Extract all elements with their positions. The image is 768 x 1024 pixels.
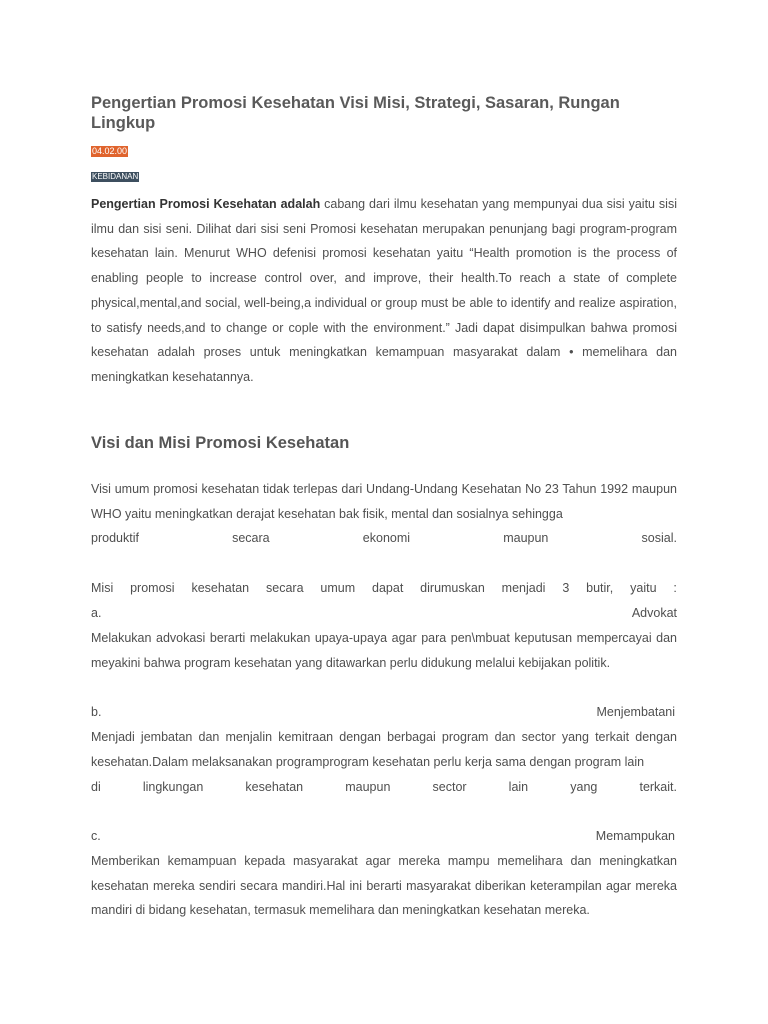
visi-paragraph: Visi umum promosi kesehatan tidak terlepas dari Undang-Undang Kesehatan No 23 Tahun 1992 maupun WHO yaitu meningkatkan derajat kesehatan bak fisik, mental dan sosialnya sehingga (91, 482, 677, 521)
item-b-body: Menjadi jembatan dan menjalin kemitraan dengan berbagai program dan sector yang terkait dengan kesehatan.Dalam melaksanakan programprogram kesehatan perlu kerja sama dengan program lain (91, 730, 677, 769)
misi-word: dirumuskan (420, 581, 485, 595)
item-b-word: terkait. (639, 780, 677, 794)
visi-word: ekonomi (362, 531, 411, 545)
visi-word: sosial. (641, 531, 677, 545)
misi-word: 3 (562, 581, 570, 595)
item-b-word: lingkungan (142, 780, 204, 794)
misi-word: promosi (130, 581, 175, 595)
misi-word: menjadi (501, 581, 546, 595)
item-b-word: lain (508, 780, 529, 794)
item-a-letter: a. (91, 606, 102, 620)
item-b-word: kesehatan (245, 780, 304, 794)
category-tag[interactable]: KEBIDANAN (92, 172, 139, 181)
misi-word: : (673, 581, 677, 595)
misi-word: yaitu (630, 581, 657, 595)
item-c-body: Memberikan kemampuan kepada masyarakat agar mereka mampu memelihara dan meningkatkan kesehatan mereka sendiri secara mandiri.Hal ini berarti masyarakat diberikan keterampilan agar mereka mandiri di bidang kesehatan, termasuk memelihara dan meningkatkan kesehatan mereka. (91, 854, 677, 918)
visi-word: produktif (91, 531, 139, 545)
misi-word: butir, (586, 581, 614, 595)
item-b-word: sector (432, 780, 467, 794)
item-a-title: Advokat (631, 606, 677, 620)
item-a-header (91, 601, 677, 626)
misi-word: kesehatan (191, 581, 250, 595)
post-title: Pengertian Promosi Kesehatan Visi Misi, Strategi, Sasaran, Rungan Lingkup (91, 94, 620, 132)
item-c-letter: c. (91, 829, 101, 843)
visi-last-line (91, 526, 677, 551)
misi-word: umum (320, 581, 356, 595)
intro-body: cabang dari ilmu kesehatan yang mempunyai dua sisi yaitu sisi ilmu dan sisi seni. Dilihat dari sisi seni Promosi kesehatan merupakan penunjang bagi program-program kesehatan lain. Menurut WHO defenisi promosi kesehatan yaitu “Health promotion is the process of enabling people to increase control over, and improve, their health.To reach a state of complete physical,mental,and social, well-being,a individual or group must be able to identify and realize aspiration, to satisfy needs,and to change or cople with the environment.” Jadi dapat disimpulkan bahwa promosi kesehatan adalah proses untuk meningkatkan kemampuan masyarakat dalam • memelihara dan meningkatkan kesehatannya. (91, 197, 677, 384)
item-b-word: maupun (345, 780, 391, 794)
item-b-word: yang (570, 780, 598, 794)
item-b-word: di (91, 780, 101, 794)
visi-word: secara (232, 531, 270, 545)
intro-lead-bold: Pengertian Promosi Kesehatan adalah (91, 197, 321, 211)
visi-word: maupun (503, 531, 549, 545)
item-c-header (91, 824, 675, 849)
item-b-last-line (91, 775, 677, 800)
misi-word: dapat (372, 581, 404, 595)
post-date-badge[interactable]: 04.02.00 (92, 146, 128, 156)
item-b-title: Menjembatani (596, 705, 675, 719)
item-b-header (91, 700, 675, 725)
item-a-body: Melakukan advokasi berarti melakukan upaya-upaya agar para pen\mbuat keputusan mempercayai dan meyakini bahwa program kesehatan yang ditawarkan perlu didukung melalui kebijakan politik. (91, 631, 677, 670)
misi-word: secara (266, 581, 304, 595)
misi-intro-line (91, 576, 677, 601)
misi-word: Misi (91, 581, 114, 595)
item-c-title: Memampukan (595, 829, 675, 843)
item-b-letter: b. (91, 705, 102, 719)
intro-paragraph (91, 192, 677, 390)
section-heading-visi-misi: Visi dan Misi Promosi Kesehatan (91, 434, 350, 452)
